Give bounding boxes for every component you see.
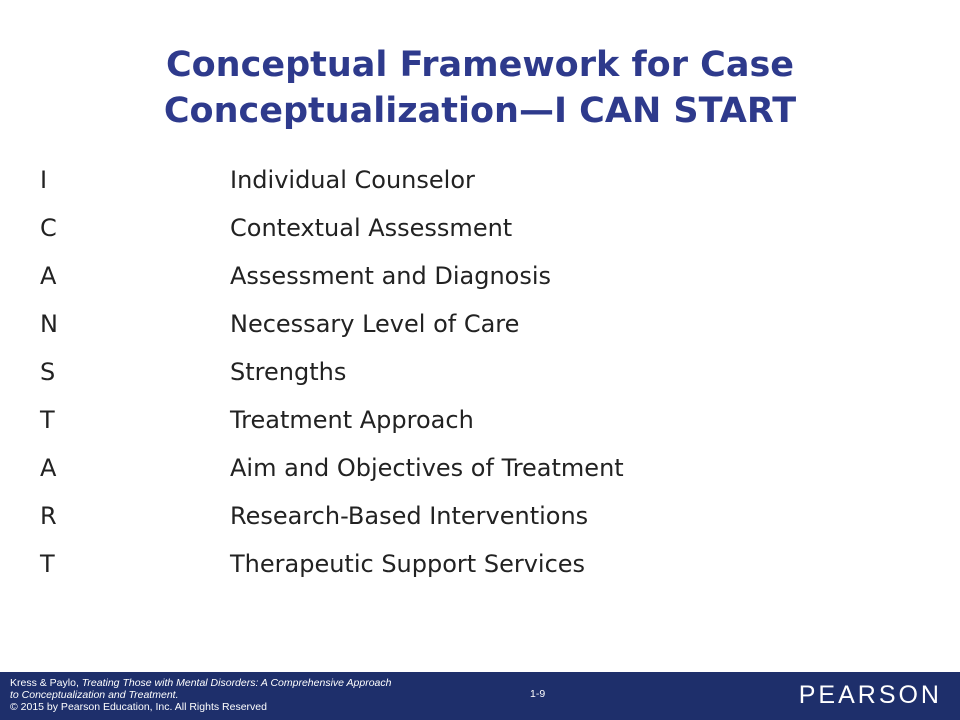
acronym-row (40, 396, 920, 444)
acronym-letter: N (40, 310, 58, 338)
acronym-meaning: Individual Counselor (230, 166, 475, 194)
citation-copyright: © 2015 by Pearson Education, Inc. All Rights Reserved (10, 701, 267, 713)
footer-bar (0, 672, 960, 720)
acronym-row (40, 492, 920, 540)
acronym-letter: R (40, 502, 57, 530)
slide-title (0, 42, 960, 134)
acronym-meaning: Strengths (230, 358, 347, 386)
acronym-meaning: Necessary Level of Care (230, 310, 520, 338)
page-number: 1-9 (530, 688, 546, 700)
acronym-meaning: Research-Based Interventions (230, 502, 589, 530)
acronym-row (40, 300, 920, 348)
acronym-row (40, 444, 920, 492)
acronym-meaning: Assessment and Diagnosis (230, 262, 552, 290)
footer-citation (10, 677, 480, 713)
citation-book-title-line-1: Treating Those with Mental Disorders: A Comprehensive Approach (81, 677, 392, 689)
acronym-letter: S (40, 358, 56, 386)
acronym-list (40, 156, 920, 588)
pearson-logo: PEARSON (798, 681, 942, 709)
acronym-row (40, 540, 920, 588)
slide-title-line-2: Conceptualization—I CAN START (163, 91, 797, 131)
acronym-row (40, 204, 920, 252)
acronym-meaning: Therapeutic Support Services (230, 550, 586, 578)
acronym-row (40, 348, 920, 396)
acronym-letter: A (40, 262, 57, 290)
acronym-letter: C (40, 214, 57, 242)
acronym-letter: T (40, 406, 55, 434)
acronym-meaning: Treatment Approach (230, 406, 474, 434)
acronym-meaning: Contextual Assessment (230, 214, 513, 242)
acronym-letter: I (40, 166, 48, 194)
citation-book-title-line-2: to Conceptualization and Treatment. (10, 689, 179, 701)
slide-title-line-1: Conceptual Framework for Case (165, 45, 795, 85)
acronym-row (40, 252, 920, 300)
acronym-letter: A (40, 454, 57, 482)
citation-authors: Kress & Paylo, (10, 677, 82, 689)
acronym-row (40, 156, 920, 204)
acronym-letter: T (40, 550, 55, 578)
acronym-meaning: Aim and Objectives of Treatment (230, 454, 624, 482)
